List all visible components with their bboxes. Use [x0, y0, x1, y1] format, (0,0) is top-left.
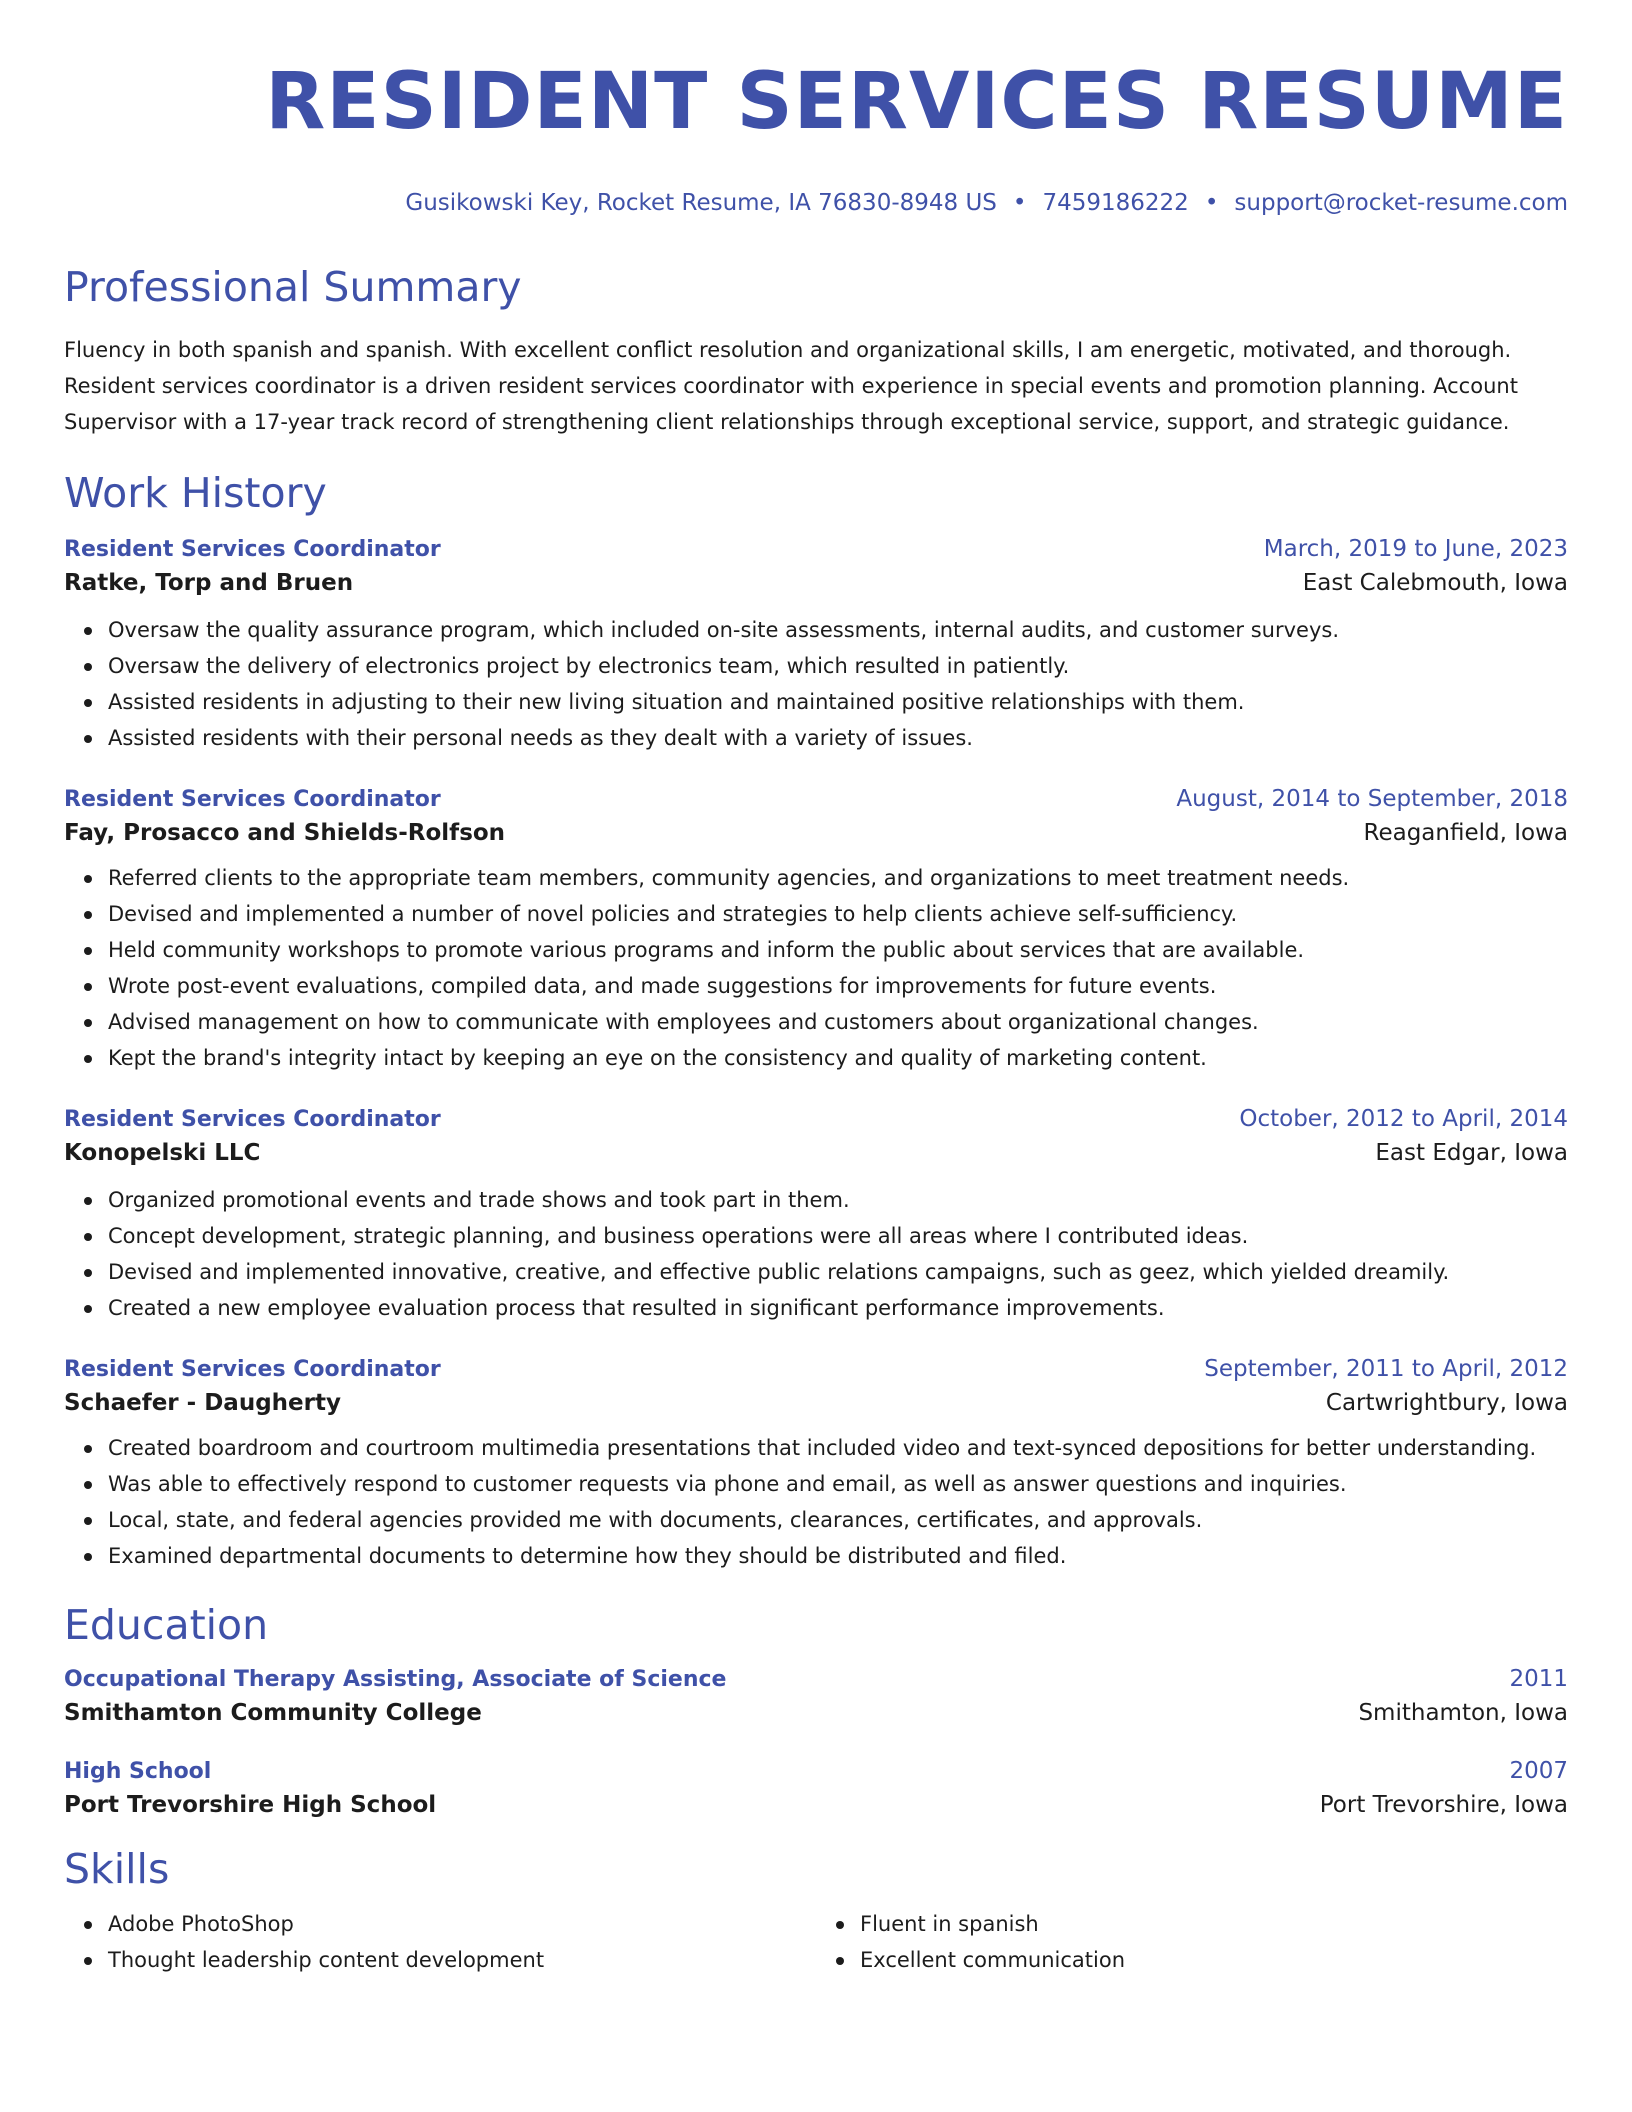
job-location: East Edgar, Iowa [1375, 1140, 1568, 1166]
job-company: Fay, Prosacco and Shields-Rolfson [64, 820, 506, 846]
job-company-row [64, 1390, 1568, 1416]
job-company: Konopelski LLC [64, 1140, 261, 1166]
list-item: Advised management on how to communicate with employees and customers about organizational changes. [108, 1004, 1568, 1040]
job-dates: September, 2011 to April, 2012 [1204, 1356, 1568, 1382]
education-degree: Occupational Therapy Assisting, Associate of Science [64, 1667, 727, 1692]
list-item: Referred clients to the appropriate team members, community agencies, and organizations to meet treatment needs. [108, 860, 1568, 896]
list-item: Concept development, strategic planning, and business operations were all areas where I contributed ideas. [108, 1218, 1568, 1254]
job-entry [64, 786, 1568, 1076]
education-degree: High School [64, 1759, 212, 1784]
education-year: 2011 [1509, 1666, 1568, 1692]
skill-item: Fluent in spanish [860, 1906, 1568, 1942]
job-bullets [64, 612, 1568, 756]
list-item: Local, state, and federal agencies provided me with documents, clearances, certificates, and approvals. [108, 1502, 1568, 1538]
job-bullets [64, 860, 1568, 1076]
job-dates: August, 2014 to September, 2018 [1176, 786, 1568, 812]
education-entry [64, 1666, 1568, 1726]
contact-separator: • [1012, 190, 1027, 216]
job-location: Reaganfield, Iowa [1363, 820, 1568, 846]
education-header-row [64, 1758, 1568, 1784]
job-entry [64, 1356, 1568, 1574]
work-history-heading: Work History [64, 469, 327, 517]
list-item: Created a new employee evaluation process that resulted in significant performance improvements. [108, 1290, 1568, 1326]
education-school: Smithamton Community College [64, 1700, 482, 1726]
contact-email[interactable]: support@rocket-resume.com [1234, 190, 1568, 216]
education-heading: Education [64, 1601, 269, 1649]
job-title: Resident Services Coordinator [64, 1357, 441, 1382]
list-item: Was able to effectively respond to customer requests via phone and email, as well as answer questions and inquiries. [108, 1466, 1568, 1502]
skills-column-left [64, 1906, 816, 1978]
skills-heading: Skills [64, 1845, 170, 1893]
summary-text: Fluency in both spanish and spanish. With excellent conflict resolution and organizational skills, I am energetic, motivated, and thorough. Resident services coordinator is a driven resident services coordinator with experience in special events and promotion planning. Account Supervisor with a 17-year track record of strengthening client relationships through exceptional service, support, and strategic guidance. [64, 338, 1518, 434]
contact-separator: • [1204, 190, 1219, 216]
job-header-row [64, 1106, 1568, 1132]
education-school-row [64, 1700, 1568, 1726]
job-header-row [64, 1356, 1568, 1382]
job-location: Cartwrightbury, Iowa [1325, 1390, 1568, 1416]
job-bullets [64, 1430, 1568, 1574]
education-location: Smithamton, Iowa [1358, 1700, 1568, 1726]
summary-heading: Professional Summary [64, 263, 522, 311]
job-entry [64, 536, 1568, 756]
resume-title: RESIDENT SERVICES RESUME [265, 57, 1568, 147]
job-title: Resident Services Coordinator [64, 537, 441, 562]
job-company-row [64, 820, 1568, 846]
contact-phone: 7459186222 [1042, 190, 1189, 216]
job-company: Schaefer - Daugherty [64, 1390, 341, 1416]
skill-item: Adobe PhotoShop [108, 1906, 816, 1942]
job-bullets [64, 1182, 1568, 1326]
education-location: Port Trevorshire, Iowa [1319, 1792, 1568, 1818]
list-item: Wrote post-event evaluations, compiled data, and made suggestions for improvements for future events. [108, 968, 1568, 1004]
job-entry [64, 1106, 1568, 1326]
education-header-row [64, 1666, 1568, 1692]
education-school: Port Trevorshire High School [64, 1792, 437, 1818]
list-item: Devised and implemented innovative, creative, and effective public relations campaigns, such as geez, which yielded dreamily. [108, 1254, 1568, 1290]
skill-item: Excellent communication [860, 1942, 1568, 1978]
list-item: Oversaw the quality assurance program, which included on-site assessments, internal audits, and customer surveys. [108, 612, 1568, 648]
job-dates: October, 2012 to April, 2014 [1239, 1106, 1568, 1132]
job-header-row [64, 786, 1568, 812]
education-school-row [64, 1792, 1568, 1818]
education-entry [64, 1758, 1568, 1818]
contact-address: Gusikowski Key, Rocket Resume, IA 76830-8948 US [405, 190, 997, 216]
job-dates: March, 2019 to June, 2023 [1263, 536, 1568, 562]
job-header-row [64, 536, 1568, 562]
list-item: Created boardroom and courtroom multimedia presentations that included video and text-synced depositions for better understanding. [108, 1430, 1568, 1466]
list-item: Assisted residents in adjusting to their new living situation and maintained positive relationships with them. [108, 684, 1568, 720]
job-title: Resident Services Coordinator [64, 787, 441, 812]
job-company: Ratke, Torp and Bruen [64, 570, 354, 596]
list-item: Kept the brand's integrity intact by keeping an eye on the consistency and quality of marketing content. [108, 1040, 1568, 1076]
list-item: Assisted residents with their personal needs as they dealt with a variety of issues. [108, 720, 1568, 756]
education-year: 2007 [1509, 1758, 1568, 1784]
contact-line [64, 188, 1568, 218]
job-company-row [64, 570, 1568, 596]
skills-list [64, 1906, 1568, 1978]
job-company-row [64, 1140, 1568, 1166]
job-title: Resident Services Coordinator [64, 1107, 441, 1132]
job-location: East Calebmouth, Iowa [1302, 570, 1568, 596]
list-item: Organized promotional events and trade shows and took part in them. [108, 1182, 1568, 1218]
list-item: Examined departmental documents to determine how they should be distributed and filed. [108, 1538, 1568, 1574]
list-item: Devised and implemented a number of novel policies and strategies to help clients achieve self-sufficiency. [108, 896, 1568, 932]
skills-column-right [816, 1906, 1568, 1978]
skill-item: Thought leadership content development [108, 1942, 816, 1978]
list-item: Held community workshops to promote various programs and inform the public about services that are available. [108, 932, 1568, 968]
list-item: Oversaw the delivery of electronics project by electronics team, which resulted in patiently. [108, 648, 1568, 684]
